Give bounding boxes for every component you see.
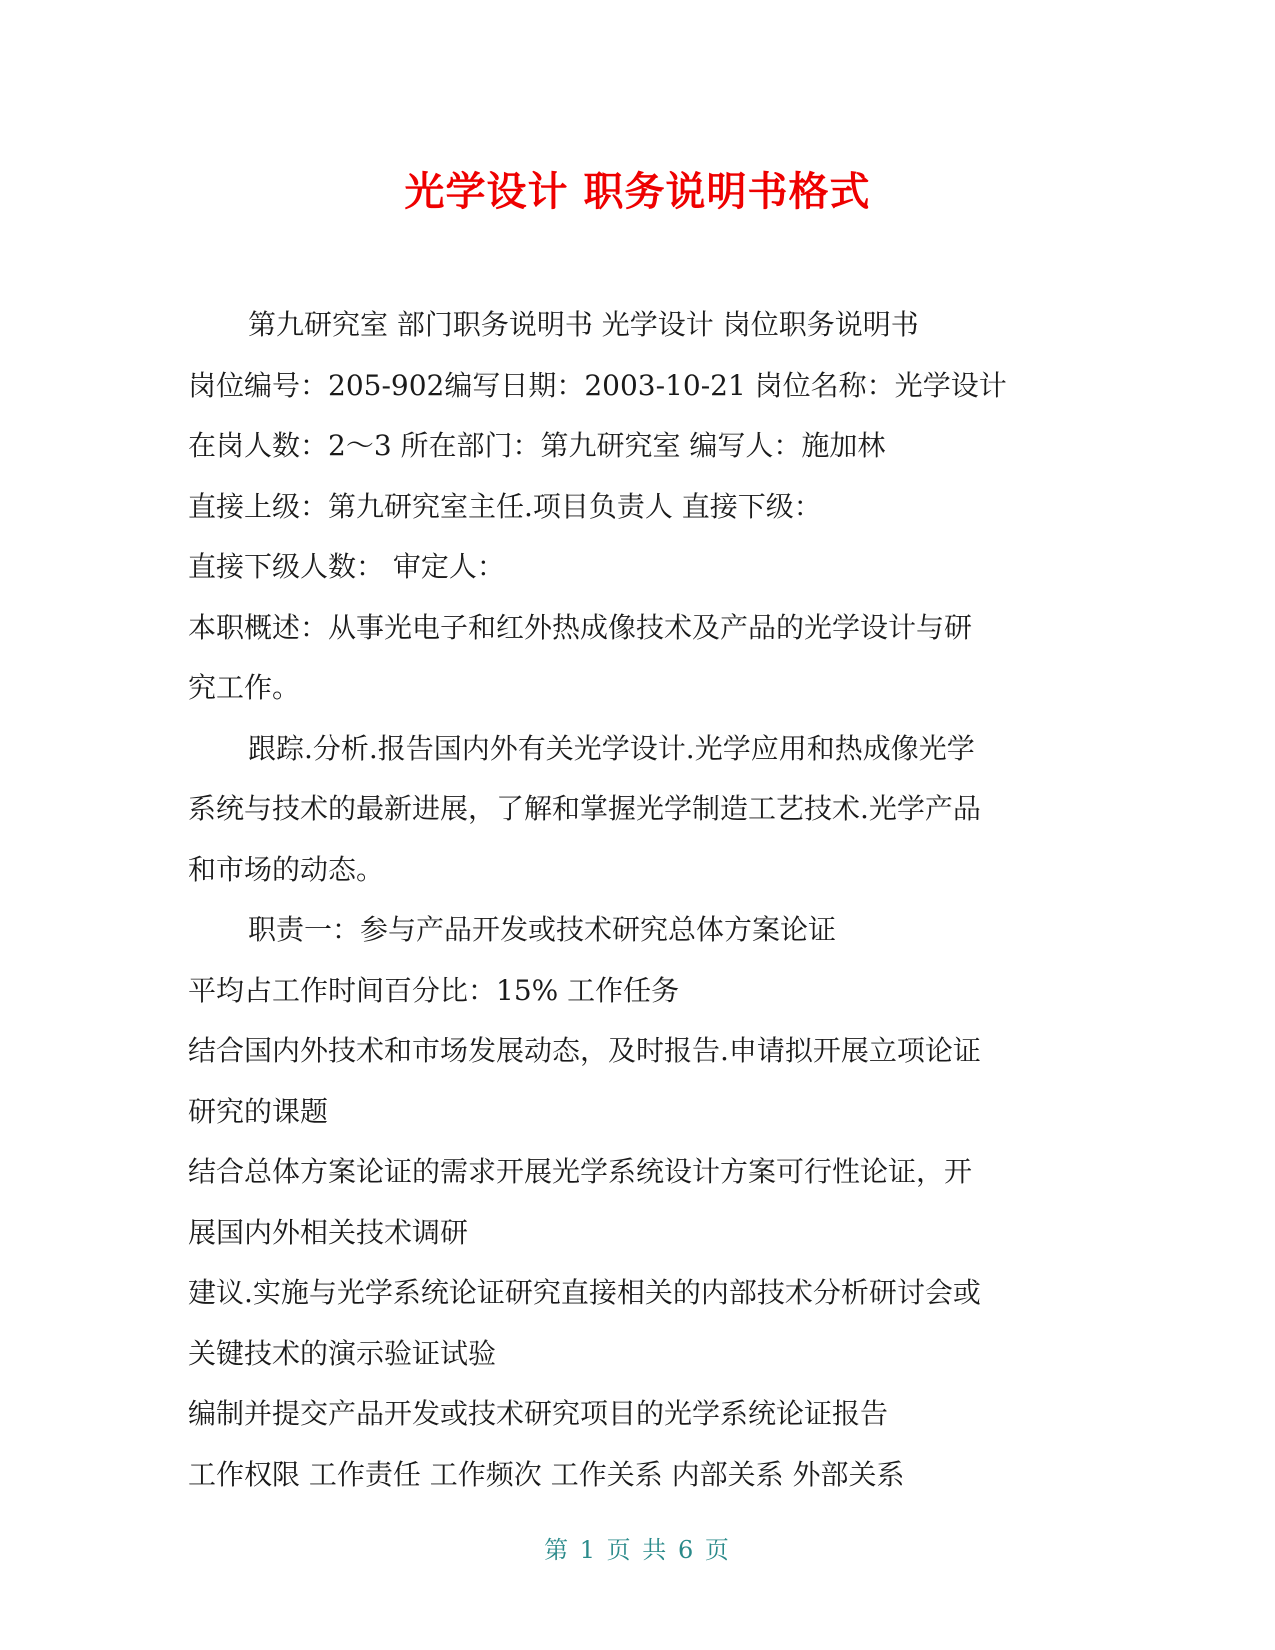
task-line: 展国内外相关技术调研 xyxy=(188,1215,469,1249)
task-line: 编制并提交产品开发或技术研究项目的光学系统论证报告 xyxy=(188,1397,889,1430)
superior-line: 直接上级：第九研究室主任.项目负责人 直接下级： xyxy=(188,489,822,523)
position-id-line: 岗位编号：205-902编写日期：2003-10-21 岗位名称：光学设计 xyxy=(188,368,1007,402)
subordinate-count-line: 直接下级人数： 审定人： xyxy=(188,550,505,583)
dept-header-line: 第九研究室 部门职务说明书 光学设计 岗位职务说明书 xyxy=(248,308,919,341)
work-relations-line: 工作权限 工作责任 工作频次 工作关系 内部关系 外部关系 xyxy=(188,1457,905,1491)
tracking-paragraph-line: 系统与技术的最新进展，了解和掌握光学制造工艺技术.光学产品 xyxy=(188,792,981,825)
document-body xyxy=(188,295,1088,1505)
task-line: 建议.实施与光学系统论证研究直接相关的内部技术分析研讨会或 xyxy=(188,1276,981,1309)
summary-line-cont: 究工作。 xyxy=(188,671,301,704)
task-line: 结合国内外技术和市场发展动态，及时报告.申请拟开展立项论证 xyxy=(188,1034,981,1067)
duty-one-heading: 职责一：参与产品开发或技术研究总体方案论证 xyxy=(248,913,837,946)
tracking-paragraph-line: 和市场的动态。 xyxy=(188,852,385,886)
time-percentage-line: 平均占工作时间百分比：15% 工作任务 xyxy=(188,973,680,1007)
page-number-footer: 第 1 页 共 6 页 xyxy=(544,1536,731,1564)
document-title: 光学设计 职务说明书格式 xyxy=(404,169,871,215)
task-line: 结合总体方案论证的需求开展光学系统设计方案可行性论证，开 xyxy=(188,1155,973,1188)
task-line: 关键技术的演示验证试验 xyxy=(188,1336,497,1370)
summary-line: 本职概述：从事光电子和红外热成像技术及产品的光学设计与研 xyxy=(188,610,973,644)
headcount-line: 在岗人数：2～3 所在部门：第九研究室 编写人：施加林 xyxy=(188,429,886,462)
tracking-paragraph-line: 跟踪.分析.报告国内外有关光学设计.光学应用和热成像光学 xyxy=(248,731,975,765)
task-line: 研究的课题 xyxy=(188,1094,329,1128)
